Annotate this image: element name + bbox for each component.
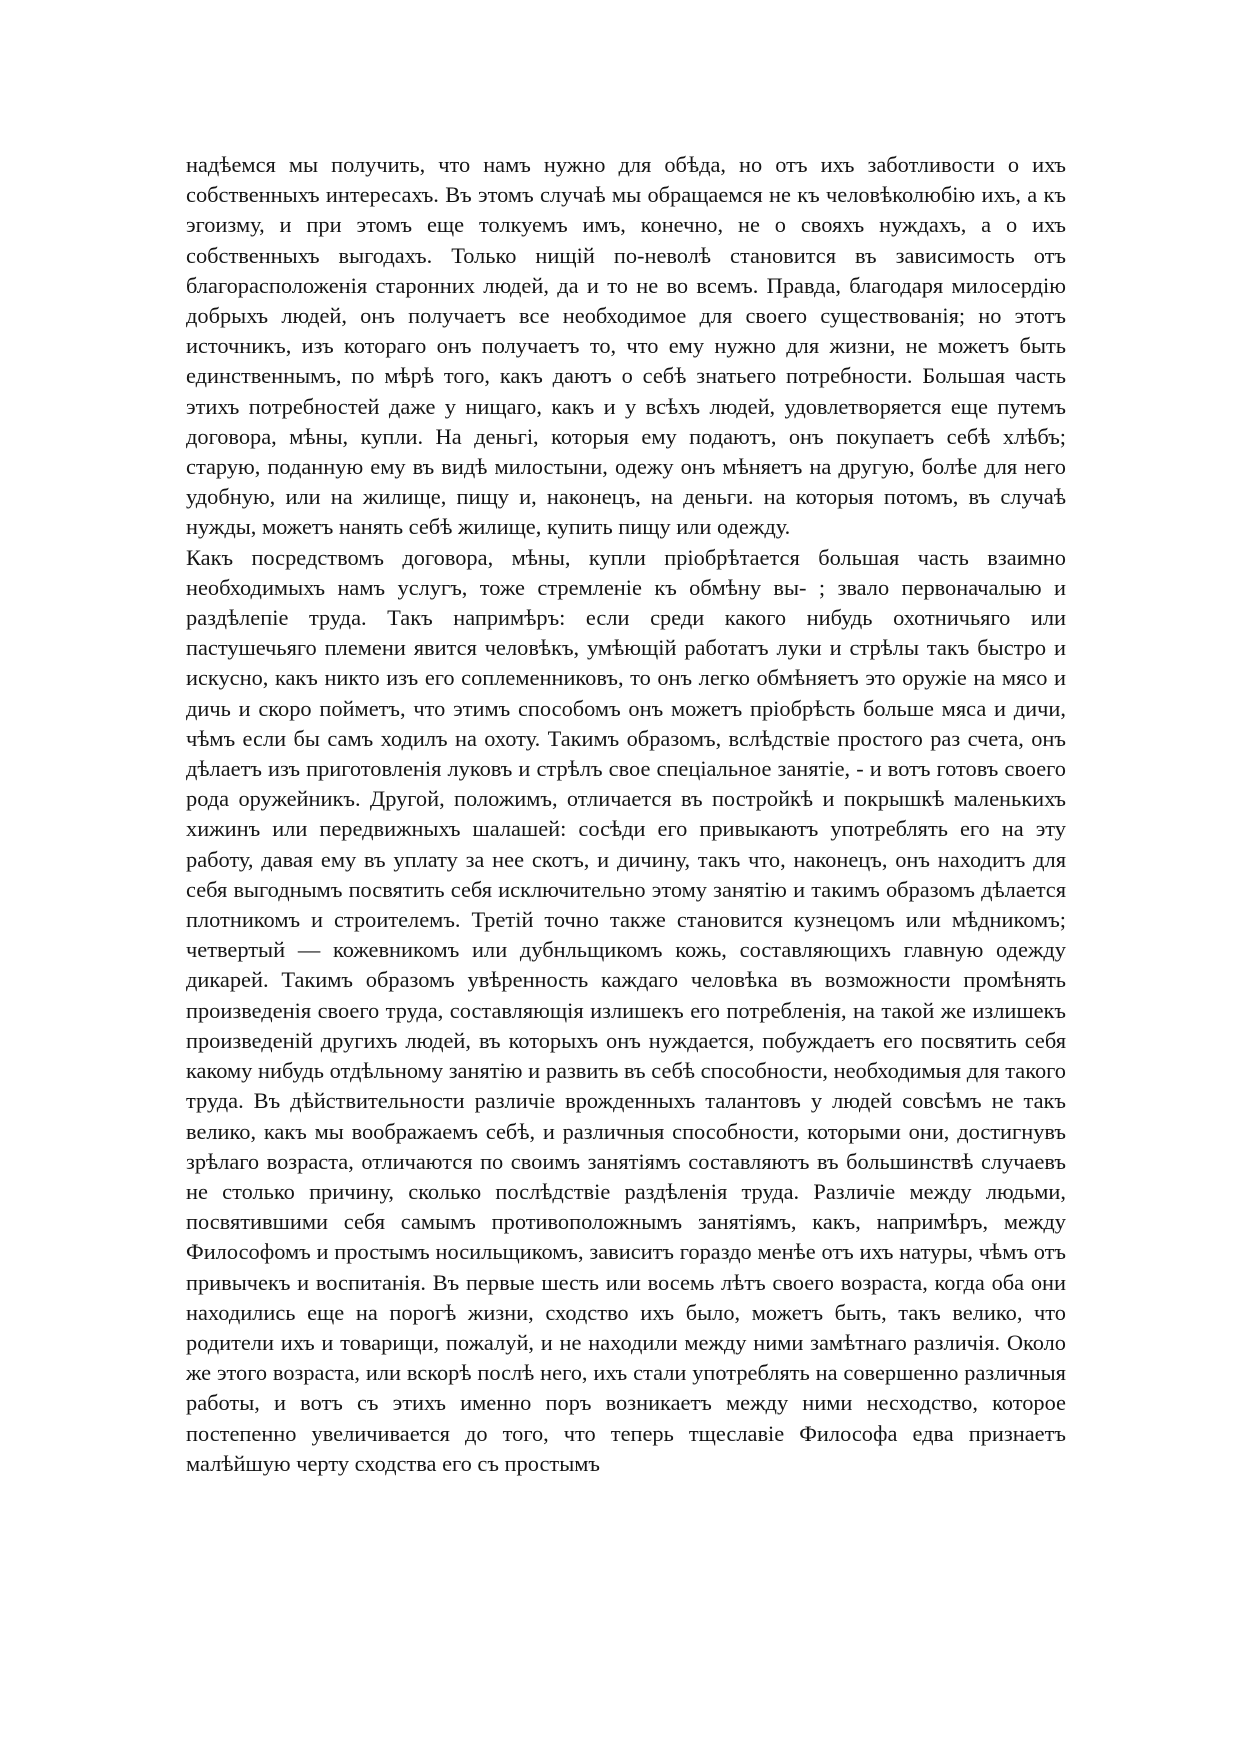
document-text — [186, 150, 1066, 1479]
paragraph-2: Какъ посредствомъ договора, мѣны, купли пріобрѣтается большая часть взаимно необходимыхъ намъ услугъ, тоже стремленіе къ обмѣну вы- ; звало первоначалыю и раздѣлепіе труда. Такъ напримѣръ: если среди какого нибудь охотничьяго или пастушечьяго племени явится человѣкъ, умѣющій работатъ луки и стрѣлы такъ быстро и искусно, какъ никто изъ его соплеменниковъ, то онъ легко обмѣняетъ это оружіе на мясо и дичь и скоро пойметъ, что этимъ способомъ онъ можетъ пріобрѣсть больше мяса и дичи, чѣмъ если бы самъ ходилъ на охоту. Такимъ образомъ, вслѣдствіе простого раз счета, онъ дѣлаетъ изъ приготовленія луковъ и стрѣлъ свое спеціальное занятіе, - и вотъ готовъ своего рода оружейникъ. Другой, положимъ, отличается въ постройкѣ и покрышкѣ маленькихъ хижинъ или передвижныхъ шалашей: сосѣди его привыкаютъ употреблять его на эту работу, давая ему въ уплату за нее скотъ, и дичину, такъ что, наконецъ, онъ находитъ для себя выгоднымъ посвятить себя исключительно этому занятію и такимъ образомъ дѣлается плотникомъ и строителемъ. Третій точно также становится кузнецомъ или мѣдникомъ; четвертый — кожевникомъ или дубнльщикомъ кожь, составляющихъ главную одежду дикарей. Такимъ образомъ увѣренность каждаго человѣка въ возможности промѣнять произведенія своего труда, составляющія излишекъ его потребленія, на такой же излишекъ произведеній другихъ людей, въ которыхъ онъ нуждается, побуждаетъ его посвятить себя какому нибудь отдѣльному занятію и развить въ себѣ способности, необходимыя для такого труда. Въ дѣйствительности различіе врожденныхъ талантовъ у людей совсѣмъ не такъ велико, какъ мы воображаемъ себѣ, и различныя способности, которыми они, достигнувъ зрѣлаго возраста, отличаются по своимъ занятіямъ составляютъ въ большинствѣ случаевъ не столько причину, сколько послѣдствіе раздѣленія труда. Различіе между людьми, посвятившими себя самымъ противоположнымъ занятіямъ, какъ, напримѣръ, между Философомъ и простымъ носильщикомъ, зависитъ гораздо менѣе отъ ихъ натуры, чѣмъ отъ привычекъ и воспитанія. Въ первые шесть или восемь лѣтъ своего возраста, когда оба они находились еще на порогѣ жизни, сходство ихъ было, можетъ быть, такъ велико, что родители ихъ и товарищи, пожалуй, и не находили между ними замѣтнаго различія. Около же этого возраста, или вскорѣ послѣ него, ихъ стали употреблять на совершенно различныя работы, и вотъ съ этихъ именно поръ возникаетъ между ними несходство, которое постепенно увеличивается до того, что теперь тщеславіе Философа едва признаетъ малѣйшую черту сходства его съ простымъ — [186, 544, 1066, 1476]
paragraph-1: надѣемся мы получить, что намъ нужно для обѣда, но отъ ихъ заботливости о ихъ собственныхъ интересахъ. Въ этомъ случаѣ мы обращаемся не къ человѣколюбію ихъ, а къ эгоизму, и при этомъ еще толкуемъ имъ, конечно, не о свояхъ нуждахъ, а о ихъ собственныхъ выгодахъ. Только нищій по-неволѣ становится въ зависимость отъ благорасположенія старонних людей, да и то не во всемъ. Правда, благодаря милосердію добрыхъ людей, онъ получаетъ все необходимое для своего существованія; но этотъ источникъ, изъ котораго онъ получаетъ то, что ему нужно для жизни, не можетъ быть единственнымъ, по мѣрѣ того, какъ даютъ о себѣ знатьего потребности. Большая часть этихъ потребностей даже у нищаго, какъ и у всѣхъ людей, удовлетворяется еще путемъ договора, мѣны, купли. На деньгі, которыя ему подаютъ, онъ покупаетъ себѣ хлѣбъ; старую, поданную ему въ видѣ милостыни, одежу онъ мѣняетъ на другую, болѣе для него удобную, или на жилище, пищу и, наконецъ, на деньги. на которыя потомъ, въ случаѣ нужды, можетъ нанять себѣ жилище, купить пищу или одежду. — [186, 152, 1066, 540]
